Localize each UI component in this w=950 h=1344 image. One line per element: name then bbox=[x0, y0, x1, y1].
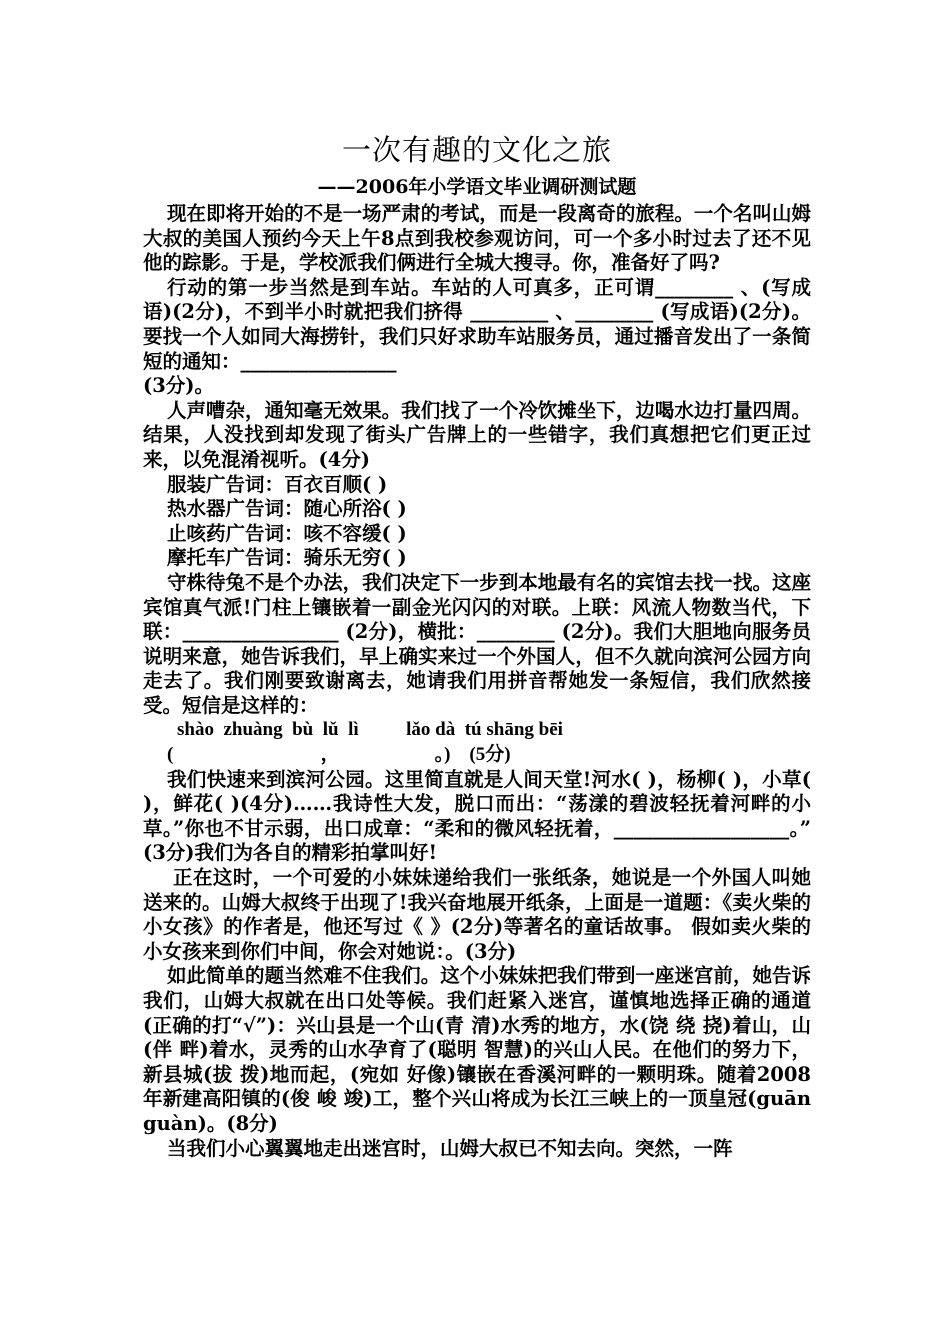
paragraph-park: 我们快速来到滨河公园。这里简直就是人间天堂!河水( )，杨柳( )，小草( )，鲜花( )(4分)……我诗性大发，脱口而出：“荡漾的碧波轻抚着河畔的小草。”你也不甘示弱，出口成章：“柔和的微风轻抚着，__________________。” (3分)我们为各自的精彩拍掌叫好! bbox=[143, 767, 811, 865]
page-title: 一次有趣的文化之旅 bbox=[341, 133, 612, 167]
ad-line-cough-medicine: 止咳药广告词：咳不容缓( ) bbox=[167, 521, 407, 545]
paragraph-station-score: (3分)。 bbox=[143, 374, 215, 398]
paragraph-station: 行动的第一步当然是到车站。车站的人可真多，正可谓________ 、(写成语)(2分)，不到半小时就把我们挤得 ________ 、________ (写成语)(2分)。要找一个人如同大海捞针，我们只好求助车站服务员，通过播音发出了一条简短的通知：________________ bbox=[143, 275, 811, 373]
ad-line-motorcycle: 摩托车广告词：骑乐无穷( ) bbox=[167, 546, 407, 570]
ad-line-clothing: 服装广告词：百衣百顺( ) bbox=[167, 472, 388, 496]
page-subtitle: ——2006年小学语文毕业调研测试题 bbox=[317, 176, 637, 198]
exam-page bbox=[143, 128, 811, 1161]
ad-line-water-heater: 热水器广告词：随心所浴( ) bbox=[167, 497, 407, 521]
paragraph-ending: 当我们小心翼翼地走出迷宫时，山姆大叔已不知去向。突然，一阵 bbox=[167, 1136, 733, 1160]
paragraph-hotel: 守株待兔不是个办法，我们决定下一步到本地最有名的宾馆去找一找。这座宾馆真气派!门柱上镶嵌着一副金光闪闪的对联。上联：风流人物数当代，下联：________________ (2分)，横批：________ (2分)。我们大胆地向服务员说明来意，她告诉我们，早上确实来过一个外国人，但不久就向滨河公园方向走去了。我们刚要致谢离去，她请我们用拼音帮她发一条短信，我们欣然接受。短信是这样的： bbox=[143, 570, 811, 717]
paragraph-maze: 如此简单的题当然难不住我们。这个小妹妹把我们带到一座迷宫前，她告诉我们，山姆大叔就在出口处等候。我们赶紧入迷宫，谨慎地选择正确的通道(正确的打“√”)：兴山县是一个山(青 清)水秀的地方，水(饶 绕 挠)着山，山(伴 畔)着水，灵秀的山水孕育了(聪明 智慧)的兴山人民。在他们的努力下，新县城(拔 拨)地而起，(宛如 好像)镶嵌在香溪河畔的一颗明珠。随着2008年新建高阳镇的(俊 峻 竣)工，整个兴山将成为长江三峡上的一顶皇冠(guān guàn)。(8分) bbox=[143, 964, 811, 1135]
paragraph-intro: 现在即将开始的不是一场严肃的考试，而是一段离奇的旅程。一个名叫山姆大叔的美国人预约今天上午8点到我校参观访问，可一个多小时过去了还不见他的踪影。于是，学校派我们俩进行全城大搜寻。你，准备好了吗? bbox=[143, 202, 811, 275]
paragraph-ads-intro: 人声嘈杂，通知毫无效果。我们找了一个冷饮摊坐下，边喝水边打量四周。结果，人没找到却发现了街头广告牌上的一些错字，我们真想把它们更正过来，以免混淆视听。(4分) bbox=[143, 398, 811, 471]
pinyin-line: shào zhuàng bù lǔ lì lǎo dà tú shāng bēi bbox=[177, 719, 563, 741]
paragraph-note: 正在这时，一个可爱的小妹妹递给我们一张纸条，她说是一个外国人叫她送来的。山姆大叔终于出现了!我兴奋地展开纸条，上面是一道题：《卖火柴的小女孩》的作者是，他还写过《 》(2分)等著名的童话故事。 假如卖火柴的小女孩来到你们中间，你会对她说：。(3分) bbox=[143, 866, 811, 963]
pinyin-answer-blank: ( ， 。) (5分) bbox=[167, 744, 511, 766]
